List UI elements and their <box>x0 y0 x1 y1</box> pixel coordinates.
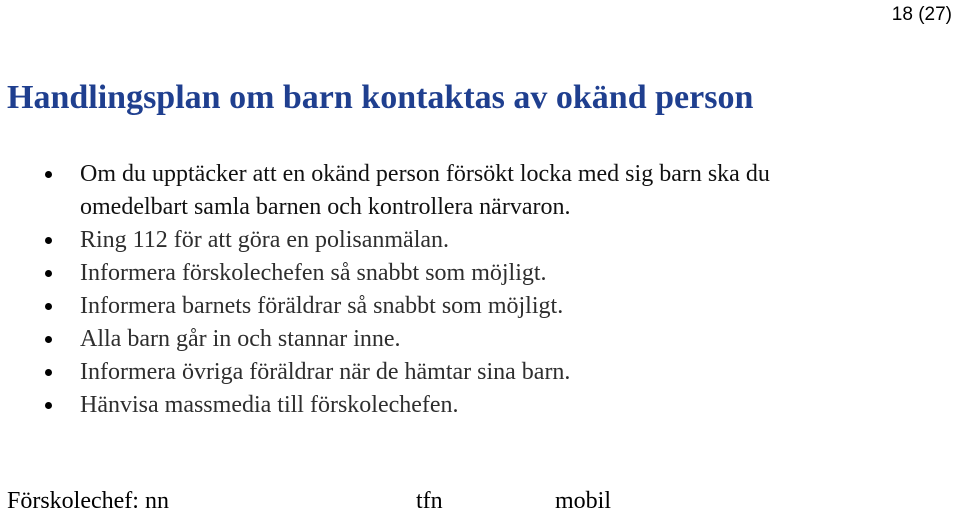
bullet-icon <box>45 270 52 277</box>
list-item <box>40 158 940 224</box>
list-item-text: omedelbart samla barnen och kontrollera närvaron. <box>80 194 571 220</box>
list-item-text: Informera förskolechefen så snabbt som möjligt. <box>80 260 547 286</box>
list-item-text: Alla barn går in och stannar inne. <box>80 326 401 352</box>
list-item <box>40 224 940 257</box>
bullet-icon <box>45 237 52 244</box>
principal-contact-label: Förskolechef: nn <box>7 488 169 514</box>
bullet-icon <box>45 402 52 409</box>
phone-label: tfn <box>416 488 443 514</box>
list-item <box>40 257 940 290</box>
list-item <box>40 290 940 323</box>
list-item-text: Hänvisa massmedia till förskolechefen. <box>80 392 459 418</box>
mobile-label: mobil <box>555 488 612 514</box>
list-item-text: Informera barnets föräldrar så snabbt som möjligt. <box>80 293 564 319</box>
bullet-icon <box>45 336 52 343</box>
list-item-text: Ring 112 för att göra en polisanmälan. <box>80 227 450 253</box>
list-item-text: Informera övriga föräldrar när de hämtar sina barn. <box>80 359 571 385</box>
list-item <box>40 356 940 389</box>
bullet-icon <box>45 303 52 310</box>
page-number: 18 (27) <box>891 4 952 25</box>
bullet-icon <box>45 171 52 178</box>
action-list <box>40 158 940 422</box>
list-item-text: Om du upptäcker att en okänd person försökt locka med sig barn ska du <box>80 161 770 187</box>
page-title: Handlingsplan om barn kontaktas av okänd person <box>7 79 754 116</box>
list-item <box>40 389 940 422</box>
bullet-icon <box>45 369 52 376</box>
list-item <box>40 323 940 356</box>
contact-footer <box>7 484 947 518</box>
